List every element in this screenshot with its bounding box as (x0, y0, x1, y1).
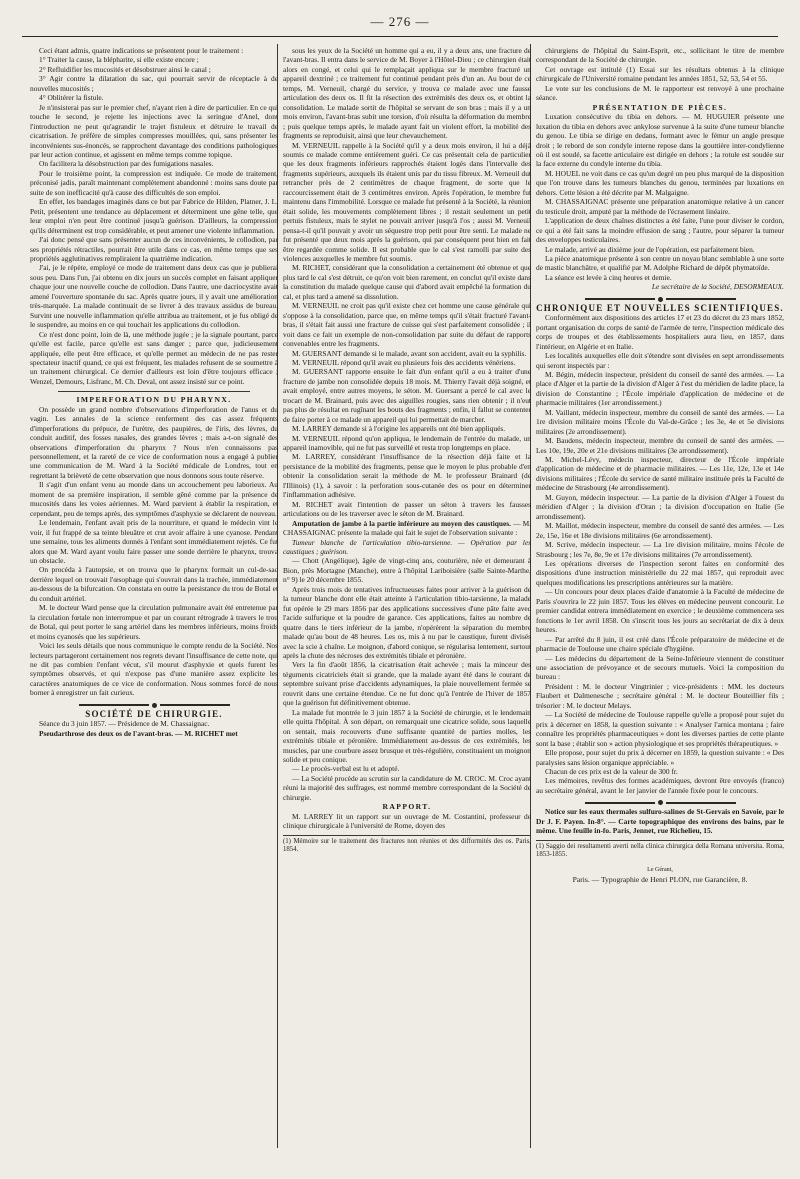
paragraph: En effet, les bandages imaginés dans ce but par Fabrice de Hilden, Platner, J. L. Petit, présentent une tendance au déplacement et déterminent une gêne telle, que leur emploi n'en peut être continué jusqu'à guérison. D'ailleurs, la compression qu'ils déterminent est trop considérable, et peut amener une violente inflammation. (30, 197, 278, 235)
divider (58, 391, 250, 392)
paragraph: — Par arrêté du 8 juin, il est créé dans l'École préparatoire de médecine et de pharmacie de Toulouse une chaire spéciale d'hygiène. (536, 634, 784, 654)
col2-paragraphs-2 (283, 556, 531, 802)
paragraph: On facilitera la désobstruction par des fumigations nasales. (39, 159, 214, 169)
paragraph: M. Michel-Lévy, médecin inspecteur, directeur de l'École impériale d'application de médecine et de pharmacie militaires. — Les 11e, 12e, 13e et 14e divisions militaires ; l'École du service de santé militaire instituée près la Faculté de médecine de Strasbourg (4e arrondissement). (536, 455, 784, 493)
paragraph: Luxation consécutive du tibia en dehors. — M. HUGUIER présente une luxation du tibia en dehors avec ankylose survenue à la suite d'une tumeur blanche du genou. Le tibia se dirige en dedans, formant avec le fémur un angle presque droit ; le rebord de son condyle interne repose dans la gouttière inter-condylienne où il est soudé, sa facette articulaire est dirigée en dehors ; la rotule est soudée sur la face externe du condyle interne du tibia. (536, 112, 784, 169)
paragraph: Chacun de ces prix est de la valeur de 300 fr. (545, 766, 678, 776)
paragraph: Pour le troisième point, la compression est indiquée. Ce mode de traitement, préconisé jadis, paraît maintenant complètement abandonné : moins sans doute par suite de son inefficacité qu'à cause des difficultés de son emploi. (30, 168, 278, 197)
paragraph: M. VERNEUIL répond qu'on appliqua, le lendemain de l'entrée du malade, un appareil inamovible, qui ne fut pas surveillé et resta trop longtemps en place. (283, 433, 531, 453)
seance-line: Séance du 3 juin 1857. — Présidence de M. Chassaignac. (39, 719, 210, 729)
paragraph: — Chott (Angélique), âgée de vingt-cinq ans, couturière, née et demeurant à Bion, près Mortagne (Manche), entre à l'hôpital Lariboisière (salle Sainte-Marthe, n° 9) le 20 décembre 1855. (283, 556, 531, 585)
paragraph: — Un concours pour deux places d'aide d'anatomie à la Faculté de médecine de Paris s'ouvrira le 22 juin 1857. Tous les élèves en médecine peuvent concourir. Le premier candidat entrera immédiatement en exercice ; le deuxième commencera ses fonctions le 1er avril 1858. On s'inscrit tous les jours au secrétariat de dix à deux heures. (536, 587, 784, 635)
paragraph: J'ai, je le répète, employé ce mode de traitement dans deux cas que je publierai sous peu. Dans l'un, j'ai obtenu en dix jours un succès complet en faisant appliquer chaque jour une nouvelle couche de collodion. Dans l'autre, une dacriocystite avait amené l'ouverture spontanée du sac. Après quatre jours, il y avait une amélioration très-marquée. La malade continuait de se livrer à des travaux assidus de bureau. Survint une nouvelle inflammation qu'elle attribua au traitement, et je fus obligé de le suspendre, au moins en ce qui touchait les applications du collodion. (30, 263, 278, 330)
paragraph: M. Scrive, médecin inspecteur. — La 1re division militaire, moins l'école de Strasbourg ; les 7e, 8e, 9e et 17e divisions militaires (7e arrondissement). (536, 540, 784, 559)
ornament-divider (536, 294, 784, 300)
paragraph: J'ai donc pensé que sans présenter aucun de ces inconvénients, le collodion, par ses propriétés rétractiles, pourrait être utile dans ce cas, en même temps que ses propriétés agglutinatives rempliraient la quatrième indication. (30, 235, 278, 263)
col3-paragraphs-2 (536, 112, 784, 282)
paragraph: M. RICHET, considérant que la consolidation a certainement été obtenue et que plus tard le cal s'est détruit, ce qu'on voit bien rarement, en conclut qu'il existe dans la constitution du malade quelque cause qui d'abord avait empêché la formation du cal, et plus tard a amené sa dissolution. (283, 263, 531, 301)
paragraph: M. VERNEUIL rappelle à la Société qu'il y a deux mois environ, il lui a déjà soumis ce malade comme entièrement guéri. Ce cas présentait cela de particulier que les deux fragments inférieurs rapprochés étaient logés dans l'intervalle des fragments supérieurs, auxquels ils étaient unis par du tissu fibreux. M. Verneuil dut retrancher près de 2 centimètres de chaque fragment, de sorte que le raccourcissement était de 3 centimètres environ. Après l'opération, le membre fut maintenu dans l'immobilité. Lorsque ce malade fut présenté à la Société, la réunion était solide, les mouvements complètement libres ; il restait seulement un petit pertuis fistuleux, mais le stylet ne pouvait arriver jusqu'à l'os ; aussi M. Verneuil pensa-t-il qu'il pouvait y avoir un séquestre trop petit pour être senti. Le malade ne fut présenté que deux mois après la guérison, qui par conséquent peut bien en fait être regardée comme solide. Il est probable que le cal s'est ramolli par suite des violences auxquelles le membre fut soumis. (283, 140, 531, 263)
paragraph: — La Société procède au scrutin sur la candidature de M. CROC. M. Croc ayant réuni la majorité des suffrages, est nommé membre correspondant de la Société de chirurgie. (283, 773, 531, 802)
paragraph: Les localités auxquelles elle doit s'étendre sont divisées en sept arrondissements qui seront inspectés par : (536, 351, 784, 370)
secretary-signature: Le secrétaire de la Société, DESORMEAUX. (651, 282, 784, 292)
presentation-title: PRÉSENTATION DE PIÈCES. (592, 102, 728, 112)
column-3 (536, 46, 784, 1136)
paragraph: chirurgiens de l'hôpital du Saint-Esprit, etc., sollicitant le titre de membre correspondant de la Société de chirurgie. (536, 46, 784, 65)
paragraph: La pièce anatomique présente à son centre un noyau blanc semblable à une sorte de mastic blanchâtre, et qualifié par M. Adolphe Richard de dépôt phymatoïde. (536, 253, 784, 273)
top-rule (22, 36, 778, 37)
paragraph: La séance est levée à cinq heures et demie. (545, 272, 672, 282)
imprint (536, 866, 784, 885)
paragraph: La malade fut montrée le 3 juin 1857 à la Société de chirurgie, et le lendemain elle quitta l'hôpital. À son départ, on remarquait une cicatrice solide, sous laquelle on sentait, mais recouverts d'une suffisante quantité de parties molles, les extrémités tibiale et péronière. Immédiatement au-dessus de ces extrémités, les muscles, par une courbure assez brusque et très-régulière, constituaient un moignon solide et peu conique. (283, 707, 531, 764)
paragraph: Il s'agit d'un enfant venu au monde dans un accouchement peu laborieux. Au moment de sa première inspiration, il semble gêné comme par la présence de mucosités dans les voies aériennes. M. Ward parvient à établir la respiration, et cependant, peu de temps après, des symptômes d'asphyxie se déclarent de nouveau. (30, 480, 278, 518)
notice: Notice sur les eaux thermales sulfuro-salines de St-Gervais en Savoie, par le Dr J. F. Payen. In-8°. — Carte topographique des environs des bains, par le même. Une feuille in-fo. Paris, Jennet, rue Richelieu, 15. (536, 807, 784, 836)
paragraph: Conformément aux dispositions des articles 17 et 23 du décret du 23 mars 1852, portant organisation du corps de santé de l'armée de terre, l'inspection médicale des corps de troupes et des établissements hospitaliers aura lieu, en 1857, dans l'intérieur, en Algérie et en Italie. (536, 313, 784, 351)
paragraph: 1° Traiter la cause, la blépharite, si elle existe encore ; (39, 55, 199, 65)
paragraph: Président : M. le docteur Vingtrinier ; vice-présidents : MM. les docteurs Flaubert et Dalmenesche ; secrétaire général : M. le docteur Bouteillier fils ; trésorier : M. le docteur Melays. (536, 681, 784, 710)
rapport-body: M. LARREY lit un rapport sur un ouvrage de M. Costantini, professeur de clinique chirurgicale à l'université de Rome, doyen des (283, 811, 531, 831)
footnote: (1) Saggio dei resultamenti averti nella clinica chirurgica della Romana universita. Roma, 1853-1855. (536, 840, 784, 860)
section-title-societe: SOCIÉTÉ DE CHIRURGIE. (85, 708, 223, 719)
paragraph: M. Bégin, médecin inspecteur, président du conseil de santé des armées. — La place d'Alger et la partie de la division d'Alger à l'est du méridien de ladite place, la division de Constantine ; l'École impériale d'application de médecine et de pharmacie militaires (1er arrondissement.) (536, 369, 784, 408)
chronique-title: CHRONIQUE ET NOUVELLES SCIENTIFIQUES. (536, 302, 784, 313)
column-2 (283, 46, 531, 1136)
pseudarthrose-heading: Pseudarthrose des deux os de l'avant-bras. — M. RICHET met (39, 728, 238, 738)
paragraph: 4° Oblitérer la fistule. (39, 93, 104, 103)
page-number: — 276 — (370, 14, 430, 29)
paragraph: sous les yeux de la Société un homme qui a eu, il y a deux ans, une fracture de l'avant-bras. Il entra dans le service de M. Boyer à l'Hôtel-Dieu ; ce chirurgien était alors en congé, et celui qui le remplaçait appliqua sur le membre fracturé un appareil dextriné ; ce traitement fut continué pendant près d'un an. Au bout de ce temps, M. Verneuil, chargé du service, y trouva ce malade avec une fausse articulation des deux os. Il fit la résection des extrémités des deux os, et obtint la consolidation. Le malade sortit de l'hôpital se servant de son bras ; mais il y a un mois environ, l'avant-bras subit une torsion, d'où résulta la déformation du membre ; puis quelque temps après, le malade ayant fait un violent effort, la mobilité des fragments se reproduisit, ainsi que leur chevauchement. (283, 46, 531, 141)
paragraph: — Les médecins du département de la Seine-Inférieure viennent de constituer une association de prévoyance et de secours mutuels. Voici la composition du bureau : (536, 653, 784, 682)
paragraph: M. VERNEUIL répond qu'il avait eu plusieurs fois des accidents vénériens. (292, 357, 516, 367)
paragraph: M. HOUEL ne voit dans ce cas qu'un degré un peu plus marqué de la disposition que l'on trouve dans les tumeurs blanches du genou, terminées par luxations en dehors. Cette lésion a été décrite par M. Malgaigne. (536, 168, 784, 197)
paragraph: 2° Refluidifier les mucosités et désobstruer ainsi le canal ; (39, 64, 211, 74)
paragraph: Ceci étant admis, quatre indications se présentent pour le traitement : (39, 46, 244, 55)
paragraph: Voici les seuls détails que nous communique le compte rendu de la Société. Nos lecteurs partageront certainement nos regrets devant l'insuffisance de cette note, qui ne dit pas combien l'enfant vécut, s'il mourut d'asphyxie et quels furent les symptômes observés, et qui n'expose pas d'une manière assez explicite les caractères anatomiques de ce vice de conformation. Nous sommes forcé de nous borner à enregistrer un fait curieux. (30, 641, 278, 698)
paragraph: On possède un grand nombre d'observations d'imperforation de l'anus et du vagin. Les annales de la science renferment des cas assez fréquents d'imperforations du prépuce, de l'urètre, des paupières, de l'iris, des lèvres, du conduit auditif, des fosses nasales, des grandes lèvres ; mais a-t-on signalé des observations d'imperforation du pharynx ? Nous n'en connaissons pas personnellement, et la rareté de ce vice de conformation nous a engagé à publier une communication de M. Ward à la Société médicale de Londres, tout en regrettant la brièveté de cette observation que nous donnons sous toute réserve. (30, 404, 278, 480)
paragraph: M. GUERSANT demande si le malade, avant son accident, avait eu la syphilis. (292, 348, 527, 358)
paragraph: — La Société de médecine de Toulouse rappelle qu'elle a proposé pour sujet du prix à décerner en 1858, la question suivante : « Analyser l'arnica montana ; faire connaître les propriétés pharmaceutiques » dont les diverses parties de cette plante sont la base ; établir son » action physiologique et ses propriétés thérapeutiques. » (536, 710, 784, 748)
col1-paragraphs (30, 46, 278, 386)
paragraph: Le malade, arrivé au dixième jour de l'opération, est parfaitement bien. (545, 244, 755, 254)
paragraph: M. Guyon, médecin inspecteur. — La partie de la division d'Alger à l'ouest du méridien d'Alger ; la division d'Oran ; la division d'occupation en Italie (5e arrondissement). (536, 492, 784, 521)
col3-paragraphs (536, 46, 784, 103)
paragraph: M. LARREY, considérant l'insuffisance de la résection déjà faite et la persistance de la mobilité des fragments, pense que le moyen le plus probable d'en obtenir la consolidation serait la méthode de M. le professeur Brainard (de l'Illinois) (1), à savoir : la perforation sous-cutanée des os pour en déterminer l'inflammation adhésive. (283, 452, 531, 500)
paragraph: M. CHASSAIGNAC présente une préparation anatomique relative à un cancer du testicule droit, amputé par la méthode de l'écrasement linéaire. (536, 197, 784, 216)
paragraph: Elle propose, pour sujet du prix à décerner en 1859, la question suivante : « Des paralysies sans lésion organique appréciable. » (536, 748, 784, 767)
section-title-imperforation: IMPERFORATION DU PHARYNX. (76, 395, 232, 405)
paragraph: — Le procès-verbal est lu et adopté. (292, 764, 400, 774)
paragraph: M. le docteur Ward pense que la circulation pulmonaire avait été entretenue par la circulation fœtale non interrompue et par un courant rétrograde à travers le trou de Botal, qui peut porter le sang artériel dans les membres inférieurs, moins froids et moins cyanosés que les supérieurs. (30, 603, 278, 641)
paragraph: Le lendemain, l'enfant avait pris de la nourriture, et quand le médecin vint le voir, il fut frappé de sa teinte bleuâtre et crut avoir affaire à une cyanose. Pendant une semaine, tous les aliments donnés à l'enfant sont immédiatement rejetés. Ce fut alors que M. Ward ayant voulu faire passer une sonde derrière le pharynx, trouva un obstacle. (30, 518, 278, 566)
paragraph: M. Baudens, médecin inspecteur, membre du conseil de santé des armées. — Les 10e, 19e, 20e et 21e divisions militaires (3e arrondissement). (536, 436, 784, 455)
rapport-title: RAPPORT. (382, 802, 432, 812)
amputation-title: Amputation de jambe à la partie inférieure au moyen des caustiques. (292, 518, 512, 528)
col2-paragraphs (283, 46, 531, 519)
paragraph: Les mémoires, revêtus des formes académiques, devront être envoyés (franco) au secrétaire général, avant le 1er janvier de l'année fixée pour le concours. (536, 776, 784, 795)
paragraph: M. GUERSANT rapporte ensuite le fait d'un enfant qu'il a eu à traiter d'une fracture de jambe non consolidée depuis 18 mois. M. Thierry l'avait déjà soigné, et avait employé, entre autres moyens, le séton. M. Guersant a percé le cal avec le trocart de M. Brainard, puis avec des aiguilles rougies, sans rien obtenir ; il n'eut pas plus de résultat en rugînant les bouts des fragments ; enfin, il fallut se contenter de faire porter à ce malade un appareil qui lui permettait de marcher. (283, 367, 531, 424)
gerant-label: Le Gérant, (647, 866, 673, 873)
col1-paragraphs-2 (30, 405, 278, 698)
paragraph: M. Vaillant, médecin inspecteur, membre du conseil de santé des armées. — La 1re division militaire moins l'École du Val-de-Grâce ; les 3e, 4e et 5e divisions militaires (2e arrondissement). (536, 407, 784, 436)
paragraph: Vers la fin d'août 1856, la cicatrisation était achevée ; mais la minceur des téguments cicatriciels était si grande, que la malade ayant été dans le courant de septembre suivant prise d'accidents adynamiques, la plaie nouvellement fermée se rouvrit dans une certaine étendue. Ce ne fut donc qu'à l'entrée de l'hiver de 1857 que la guérison fut définitivement obtenue. (283, 660, 531, 708)
amputation-body: — M. CHASSAIGNAC présente la malade qui fait le sujet de l'observation suivante : (283, 518, 531, 538)
imprint-line: Paris. — Typographie de Henri PLON, rue Garancière, 8. (572, 874, 748, 884)
paragraph: M. VERNEUIL ne croit pas qu'il existe chez cet homme une cause générale qui s'oppose à la consolidation, parce que, en même temps qu'il s'était fracturé l'avant-bras, il s'était fait aussi une fracture de cuisse qui s'est parfaitement consolidée ; il voit dans ce fait un exemple de non-consolidation par suite du défaut de rapports convenables entre les fragments. (283, 301, 531, 349)
paragraph: M. RICHET avait l'intention de passer un séton à travers les fausses articulations ou de les traverser avec le séton de M. Brainard. (283, 499, 531, 519)
ornament-divider (30, 700, 278, 706)
ornament-divider (536, 797, 784, 803)
paragraph: Les opérations diverses de l'inspection seront faites en conformité des dispositions d'une instruction ministérielle du 22 mai 1857, qui reproduit avec quelques modifications les prescriptions antérieures sur la matière. (536, 559, 784, 587)
paragraph: M. Maillot, médecin inspecteur, membre du conseil de santé des armées. — Les 2e, 15e, 16e et 18e divisions militaires (6e arrondissement). (536, 521, 784, 540)
tumeur-title: Tumeur blanche de l'articulation tibio-tarsienne. — Opération par les caustiques ; guérison. (283, 537, 531, 557)
paragraph: Ce n'est donc point, loin de là, une méthode jugée ; je la signale pourtant, parce qu'elle est facile, parce qu'elle est sans danger ; parce que, judicieusement appliquée, elle peut être efficace, et qu'elle permet au médecin de ne pas rester spectateur inactif quand, ce qui est fréquent, les malades refusent de se soumettre à un traitement chirurgical. Ce dernier d'ailleurs est loin d'être toujours efficace ; Wenzel, Demours, Lisfranc, M. Ch. Deval, ont assez insisté sur ce point. (30, 329, 278, 386)
paragraph: On procéda à l'autopsie, et on trouva que le pharynx formait un cul-de-sac derrière lequel on trouvait l'œsophage qui s'ouvrait dans la trachée, immédiatement au-dessous de la bifurcation. On constata en outre la persistance du trou de Botal et du conduit artériel. (30, 565, 278, 603)
footnote: (1) Mémoire sur le traitement des fractures non réunies et des difformités des os. Paris, 1854. (283, 835, 531, 855)
col3-paragraphs-3 (536, 313, 784, 795)
paragraph: Après trois mois de tentatives infructueuses faites pour arriver à la guérison de la tumeur blanche dont elle était atteinte à l'articulation tibio-tarsienne, la malade fut opérée le 29 mars 1856 par des applications successives d'une pâte faite avec l'acide sulfurique et la poudre de garance. Ces applications, faites au nombre de quatre dans le tiers inférieur de la jambe, n'opérèrent la séparation du membre malade qu'au bout de 48 heures. Les os, mis à nu par le caustique, furent divisés avec la scie à chaîne. Le moignon, d'abord conique, se régularisa lentement, surtout après la chute des nécroses des extrémités tibiale et péronière. (283, 584, 531, 660)
paragraph: Cet ouvrage est intitulé (1) Essai sur les résultats obtenus à la clinique chirurgicale de l'Université romaine pendant les années 1851, 52, 53, 54 et 55. (536, 64, 784, 84)
paragraph: Le vote sur les conclusions de M. le rapporteur est renvoyé à une prochaine séance. (536, 83, 784, 103)
paragraph: M. LARREY demande si à l'origine les appareils ont été bien appliqués. (292, 424, 506, 434)
paragraph: Je n'insisterai pas sur le premier chef, n'ayant rien à dire de particulier. En ce qui touche le second, je rejette les injections avec la seringue d'Anel, dont l'introduction ne peut qu'agrandir le trajet fistuleux et détruire le travail de cicatrisation. Je préfère de simples compresses mouillées, qui, sans présenter les inconvénients sus-énoncés, se rapprochent davantage des conditions pathologiques par leur action continue, et agissent en même temps comme topique. (30, 102, 278, 159)
paragraph: L'application de deux chaînes distinctes a été faite, l'une pour diviser le cordon, ce qui a été fait sans la moindre effusion de sang ; l'autre, pour séparer la tumeur des enveloppes testiculaires. (536, 216, 784, 245)
paragraph: 3° Agir contre la dilatation du sac, qui pourrait servir de réceptacle à de nouvelles mucosités ; (30, 74, 278, 93)
column-1 (30, 46, 278, 1136)
